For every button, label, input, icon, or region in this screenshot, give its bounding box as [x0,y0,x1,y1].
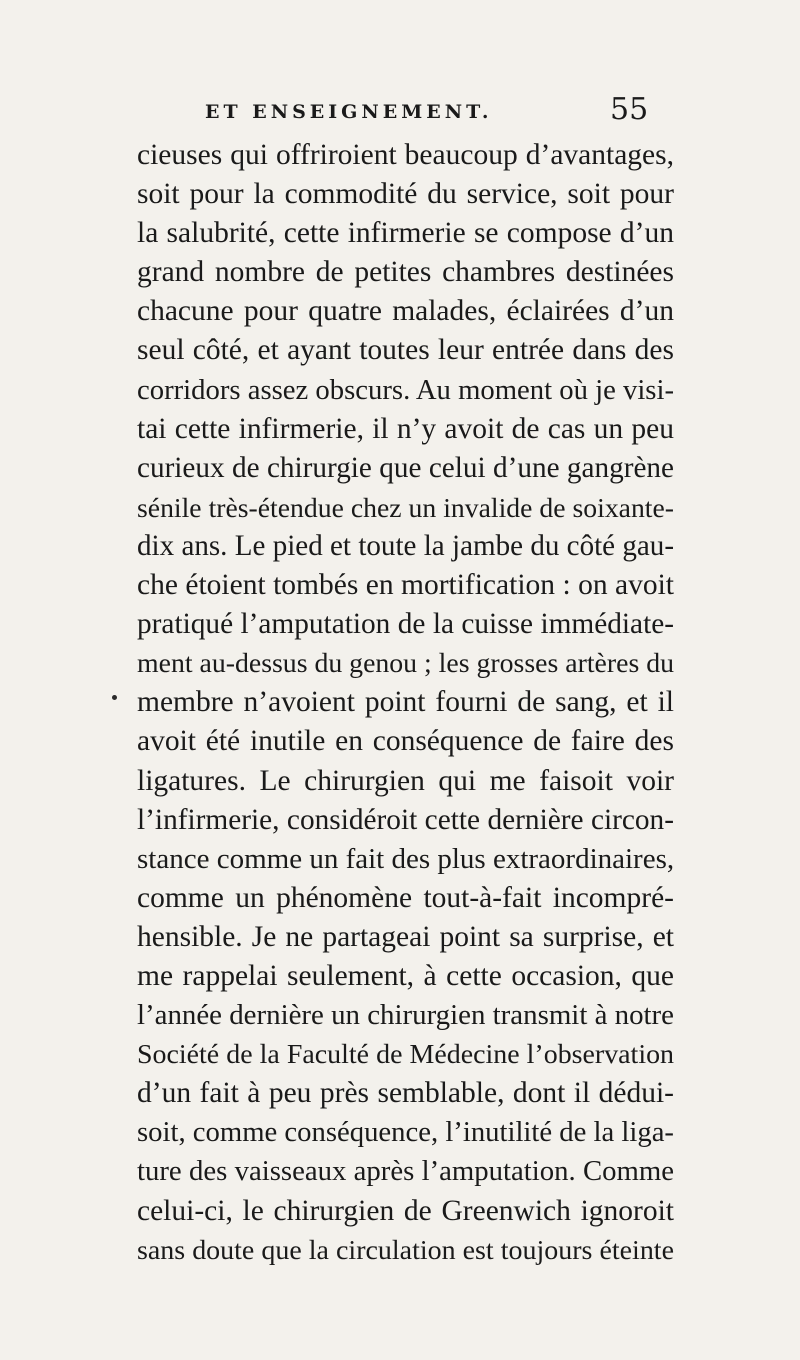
text-line: soit pour la commodité du service, soit pour [137,178,674,211]
text-line: curieux de chirurgie que celui d’une gangrène [137,451,674,484]
text-line: soit, comme conséquence, l’inutilité de la liga- [137,1116,674,1149]
text-line: d’un fait à peu près semblable, dont il dédui- [137,1077,674,1110]
text-line: Société de la Faculté de Médecine l’observation [137,1039,674,1071]
body-text [137,136,674,1270]
text-line: ligatures. Le chirurgien qui me faisoit voir [137,764,674,797]
margin-mark [112,695,117,700]
text-line: tai cette infirmerie, il n’y avoit de cas un peu [137,412,674,445]
page-number: 55 [610,92,649,127]
text-line: l’année dernière un chirurgien transmit à notre [137,999,674,1032]
running-head [0,92,800,129]
text-line: celui-ci, le chirurgien de Greenwich ignoroit [137,1194,674,1227]
text-line: l’infirmerie, considéroit cette dernière circon- [137,803,674,836]
text-line: cieuses qui offriroient beaucoup d’avantages, [137,139,674,171]
text-line: grand nombre de petites chambres destinées [137,256,674,289]
text-line: ment au-dessus du genou ; les grosses artères du [137,648,674,680]
running-title: ET ENSEIGNEMENT. [205,101,493,123]
text-line: membre n’avoient point fourni de sang, et il [137,686,674,719]
text-line: stance comme un fait des plus extraordinaires, [137,842,675,875]
text-line: comme un phénomène tout-à-fait incompré- [137,881,674,914]
text-line: la salubrité, cette infirmerie se compose d’un [137,217,674,250]
text-line: che étoient tombés en mortification : on avoit [137,569,674,602]
text-line: sans doute que la circulation est toujours éteinte [137,1234,674,1266]
text-line: seul côté, et ayant toutes leur entrée dans des [137,334,674,367]
text-line: dix ans. Le pied et toute la jambe du côté gau- [137,529,674,562]
text-line: sénile très-étendue chez un invalide de soixante- [137,491,674,523]
text-line: pratiqué l’amputation de la cuisse immédiate- [137,608,674,641]
text-line: hensible. Je ne partageai point sa surprise, et [137,920,674,953]
text-line: avoit été inutile en conséquence de faire des [137,725,674,758]
text-line: ture des vaisseaux après l’amputation. Comme [137,1155,674,1188]
text-line: chacune pour quatre malades, éclairées d’un [137,295,674,328]
text-line: corridors assez obscurs. Au moment où je visi- [137,373,674,406]
text-line: me rappelai seulement, à cette occasion, que [137,959,674,992]
